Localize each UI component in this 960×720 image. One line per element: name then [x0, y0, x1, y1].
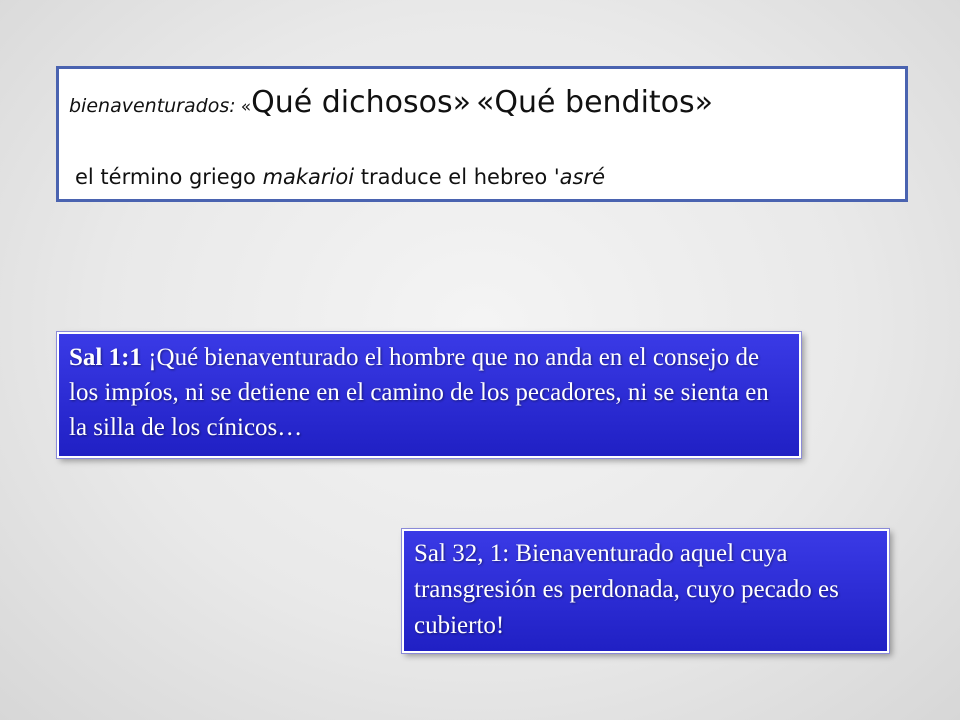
line2-middle: traduce el hebreo [360, 165, 548, 189]
definition-box [56, 66, 908, 202]
verse-box-psalm-1 [57, 332, 801, 458]
definition-term: bienaventurados: [69, 95, 236, 117]
verse-1-text: ¡Qué bienaventurado el hombre que no anda en el consejo de los impíos, ni se detiene en el camino de los pecadores, ni se sienta en la silla de los cínicos… [69, 344, 769, 441]
hebrew-word: 'asré [553, 165, 606, 189]
verse-1-reference: Sal 1:1 [69, 344, 142, 371]
verse-2-text: Sal 32, 1: Bienaventurado aquel cuya transgresión es perdonada, cuyo pecado es cubierto! [414, 540, 839, 639]
translation-1: Qué dichosos» [251, 85, 471, 120]
translation-2: «Qué benditos» [476, 85, 714, 120]
greek-word: makarioi [262, 165, 355, 189]
verse-box-psalm-32 [402, 529, 889, 653]
definition-line-1 [69, 85, 713, 120]
line2-prefix: el término griego [75, 165, 256, 189]
open-quote: « [240, 97, 252, 117]
definition-line-2 [75, 165, 605, 189]
